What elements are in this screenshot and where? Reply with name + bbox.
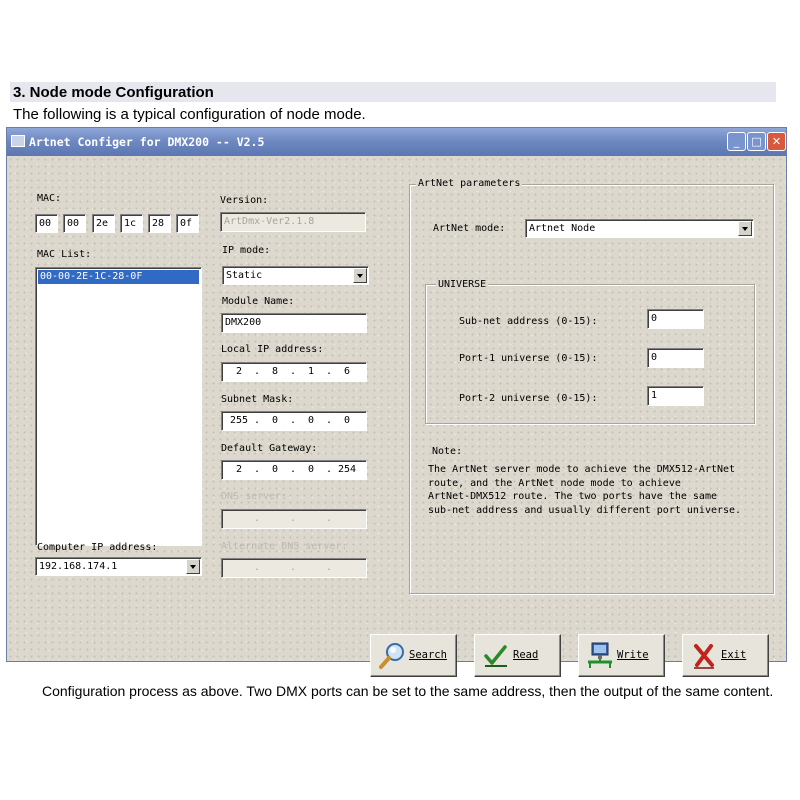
note-line: route, and the ArtNet node mode to achieve	[428, 477, 681, 489]
artnet-mode-select[interactable]	[525, 219, 754, 238]
computer-ip-label: Computer IP address:	[37, 542, 158, 553]
mac-list[interactable]	[35, 267, 202, 546]
gateway-input[interactable]: 2 . 0 . 0 . 254	[221, 460, 367, 480]
mac-octet-3[interactable]: 2e	[92, 214, 115, 233]
local-ip-octet-2[interactable]: 8	[271, 366, 279, 377]
section-heading: 3. Node mode Configuration	[13, 84, 214, 101]
exit-button-label: Exit	[721, 649, 747, 661]
magnifier-icon	[377, 641, 407, 671]
subnet-octet-1[interactable]: 255	[229, 415, 249, 426]
local-ip-octet-4[interactable]: 6	[343, 366, 351, 377]
mac-octet-1[interactable]: 00	[35, 214, 58, 233]
mac-list-label: MAC List:	[37, 249, 92, 260]
artnet-mode-value: Artnet Node	[529, 223, 596, 234]
mac-label: MAC:	[37, 193, 62, 204]
universe-title: UNIVERSE	[438, 279, 487, 290]
subnet-octet-3[interactable]: 0	[307, 415, 315, 426]
exit-x-icon	[689, 641, 719, 671]
chevron-down-icon[interactable]	[353, 268, 367, 283]
write-button[interactable]	[578, 634, 665, 677]
port2-universe-input[interactable]: 1	[647, 386, 704, 406]
module-name-label: Module Name:	[222, 296, 295, 307]
version-field: ArtDmx-Ver2.1.8	[220, 212, 366, 232]
window-client-area	[7, 156, 786, 661]
write-button-label: Write	[617, 649, 649, 661]
mac-octet-4[interactable]: 1c	[120, 214, 143, 233]
mac-octet-2[interactable]: 00	[63, 214, 86, 233]
port1-universe-label: Port-1 universe (0-15):	[459, 353, 598, 364]
alt-dns-label: Alternate DNS server:	[221, 541, 348, 552]
network-computer-icon	[585, 641, 615, 671]
ip-mode-select[interactable]	[222, 266, 369, 285]
app-window	[6, 127, 787, 662]
alt-dns-input: . . .	[221, 558, 367, 578]
subnet-octet-4[interactable]: 0	[343, 415, 351, 426]
dns-label: DNS server:	[221, 491, 288, 502]
minimize-button[interactable]: _	[727, 132, 746, 151]
ip-mode-value: Static	[226, 270, 263, 281]
ip-mode-label: IP mode:	[222, 245, 271, 256]
section-subheading: The following is a typical configuration of node mode.	[13, 106, 366, 123]
mac-list-item[interactable]: 00-00-2E-1C-28-0F	[38, 270, 199, 284]
note-line: The ArtNet server mode to achieve the DMX512-ArtNet	[428, 464, 736, 475]
subnet-mask-label: Subnet Mask:	[221, 394, 294, 405]
artnet-parameters-title: ArtNet parameters	[418, 178, 521, 189]
subnet-octet-2[interactable]: 0	[271, 415, 279, 426]
chevron-down-icon[interactable]	[186, 559, 200, 574]
search-button[interactable]	[370, 634, 457, 677]
version-label: Version:	[220, 195, 269, 206]
computer-ip-value: 192.168.174.1	[39, 561, 118, 572]
note-line: sub-net address and usually different port universe.	[428, 504, 742, 516]
caption-text: Configuration process as above. Two DMX ports can be set to the same address, then the output of the same content.	[42, 683, 774, 699]
module-name-input[interactable]: DMX200	[221, 313, 367, 333]
port2-universe-label: Port-2 universe (0-15):	[459, 393, 598, 404]
local-ip-label: Local IP address:	[221, 344, 324, 355]
note-line: ArtNet-DMX512 route. The two ports have the same	[428, 491, 717, 502]
maximize-button[interactable]: □	[747, 132, 766, 151]
gateway-octet-4[interactable]: 254	[337, 464, 357, 475]
subnet-mask-input[interactable]: 255 . 0 . 0 . 0	[221, 411, 367, 431]
chevron-down-icon[interactable]	[738, 221, 752, 236]
exit-button[interactable]	[682, 634, 769, 677]
app-icon	[11, 135, 25, 147]
local-ip-octet-3[interactable]: 1	[307, 366, 315, 377]
mac-octet-6[interactable]: 0f	[176, 214, 199, 233]
subnet-address-label: Sub-net address (0-15):	[459, 316, 598, 327]
gateway-octet-3[interactable]: 0	[307, 464, 315, 475]
search-button-label: Search	[409, 649, 447, 661]
gateway-octet-1[interactable]: 2	[235, 464, 243, 475]
artnet-mode-label: ArtNet mode:	[433, 223, 506, 234]
gateway-octet-2[interactable]: 0	[271, 464, 279, 475]
close-button[interactable]: ✕	[767, 132, 786, 151]
title-bar[interactable]	[7, 128, 786, 156]
computer-ip-select[interactable]	[35, 557, 202, 576]
read-button[interactable]	[474, 634, 561, 677]
port1-universe-input[interactable]: 0	[647, 348, 704, 368]
checkmark-icon	[481, 641, 511, 671]
local-ip-octet-1[interactable]: 2	[235, 366, 243, 377]
mac-octet-5[interactable]: 28	[148, 214, 171, 233]
gateway-label: Default Gateway:	[221, 443, 318, 454]
local-ip-input[interactable]: 2 . 8 . 1 . 6	[221, 362, 367, 382]
subnet-address-input[interactable]: 0	[647, 309, 704, 329]
dns-input: . . .	[221, 509, 367, 529]
read-button-label: Read	[513, 649, 539, 661]
note-text	[428, 463, 741, 517]
window-title: Artnet Configer for DMX200 -- V2.5	[29, 135, 265, 149]
note-title: Note:	[432, 446, 463, 457]
